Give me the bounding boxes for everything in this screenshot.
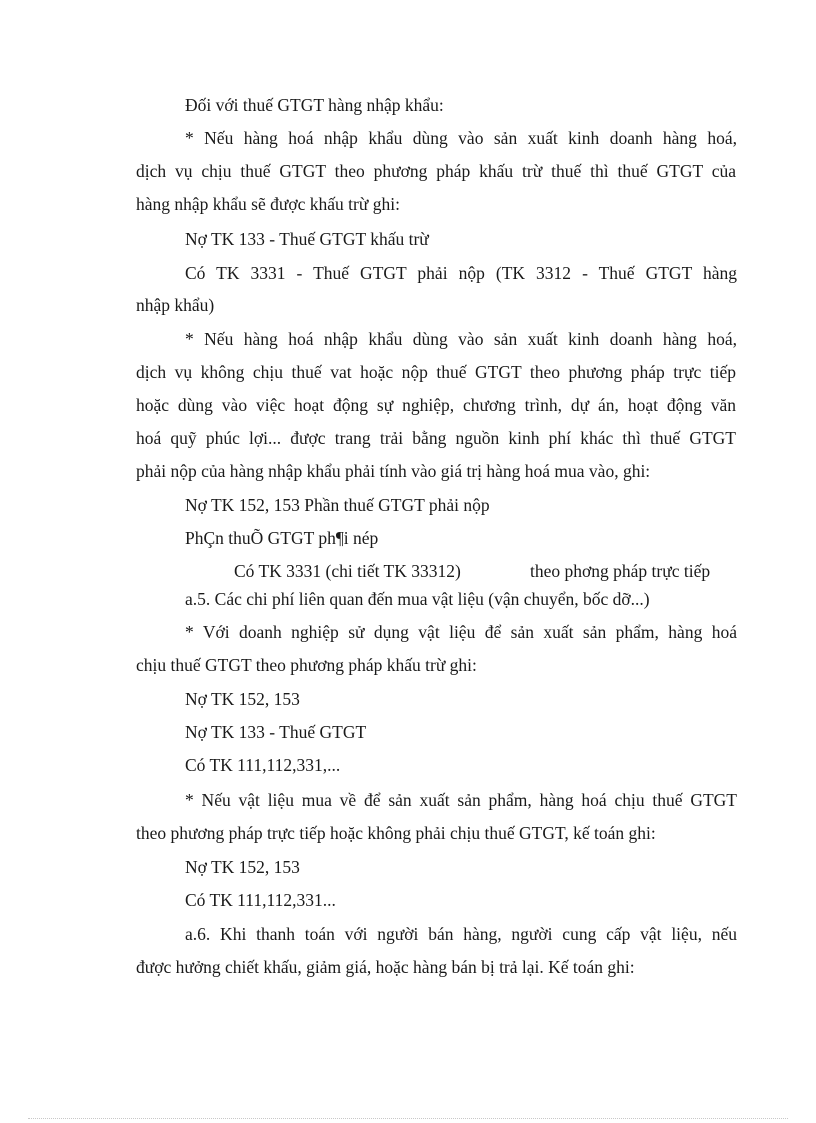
paragraph-line: phải nộp của hàng nhập khẩu phải tính vào giá trị hàng hoá mua vào, ghi: (136, 461, 651, 481)
paragraph-line: Có TK 3331 (chi tiết TK 33312) (234, 561, 461, 581)
paragraph-line: chịu thuế GTGT theo phương pháp khấu trừ ghi: (136, 655, 477, 675)
paragraph-line: theo phương pháp trực tiếp hoặc không phải chịu thuế GTGT, kế toán ghi: (136, 823, 656, 843)
paragraph-line: * Với doanh nghiệp sử dụng vật liệu để sản xuất sản phẩm, hàng hoá (185, 622, 737, 642)
paragraph-line: theo phơng pháp trực tiếp (530, 561, 711, 581)
paragraph-line: được hưởng chiết khấu, giảm giá, hoặc hàng bán bị trả lại. Kế toán ghi: (136, 957, 635, 977)
paragraph-line: dịch vụ chịu thuế GTGT theo phương pháp khấu trừ thuế thì thuế GTGT của (136, 161, 736, 181)
paragraph-line: hoá quỹ phúc lợi... được trang trải bằng nguồn kinh phí khác thì thuế GTGT (136, 428, 736, 448)
paragraph-line: Có TK 3331 - Thuế GTGT phải nộp (TK 3312 - Thuế GTGT hàng (185, 263, 737, 283)
paragraph-line: hoặc dùng vào việc hoạt động sự nghiệp, chương trình, dự án, hoạt động văn (136, 395, 736, 415)
section-heading: a.6. Khi thanh toán với người bán hàng, người cung cấp vật liệu, nếu (185, 924, 737, 944)
paragraph-line: * Nếu hàng hoá nhập khẩu dùng vào sản xuất kinh doanh hàng hoá, (185, 329, 737, 349)
paragraph-line: Nợ TK 133 - Thuế GTGT (185, 722, 367, 742)
paragraph-line: * Nếu vật liệu mua về để sản xuất sản phẩm, hàng hoá chịu thuế GTGT (185, 790, 737, 810)
paragraph-line: Nợ TK 152, 153 (185, 689, 300, 709)
paragraph-line: PhÇn thuÕ GTGT ph¶i nép (185, 528, 379, 548)
paragraph-line: dịch vụ không chịu thuế vat hoặc nộp thuế GTGT theo phương pháp trực tiếp (136, 362, 736, 382)
paragraph-line: * Nếu hàng hoá nhập khẩu dùng vào sản xuất kinh doanh hàng hoá, (185, 128, 737, 148)
paragraph-line: Nợ TK 152, 153 (185, 857, 300, 877)
paragraph-line: Có TK 111,112,331,... (185, 755, 341, 775)
paragraph-line: hàng nhập khẩu sẽ được khấu trừ ghi: (136, 194, 400, 214)
section-heading: a.5. Các chi phí liên quan đến mua vật liệu (vận chuyển, bốc dỡ...) (185, 589, 650, 609)
paragraph-line: Nợ TK 152, 153 Phần thuế GTGT phải nộp (185, 495, 490, 515)
page-bottom-divider (28, 1118, 788, 1119)
paragraph-line: Có TK 111,112,331... (185, 890, 336, 910)
paragraph-line: nhập khẩu) (136, 295, 215, 315)
paragraph-line: Đối với thuế GTGT hàng nhập khẩu: (185, 95, 444, 115)
paragraph-line: Nợ TK 133 - Thuế GTGT khấu trừ (185, 229, 429, 249)
